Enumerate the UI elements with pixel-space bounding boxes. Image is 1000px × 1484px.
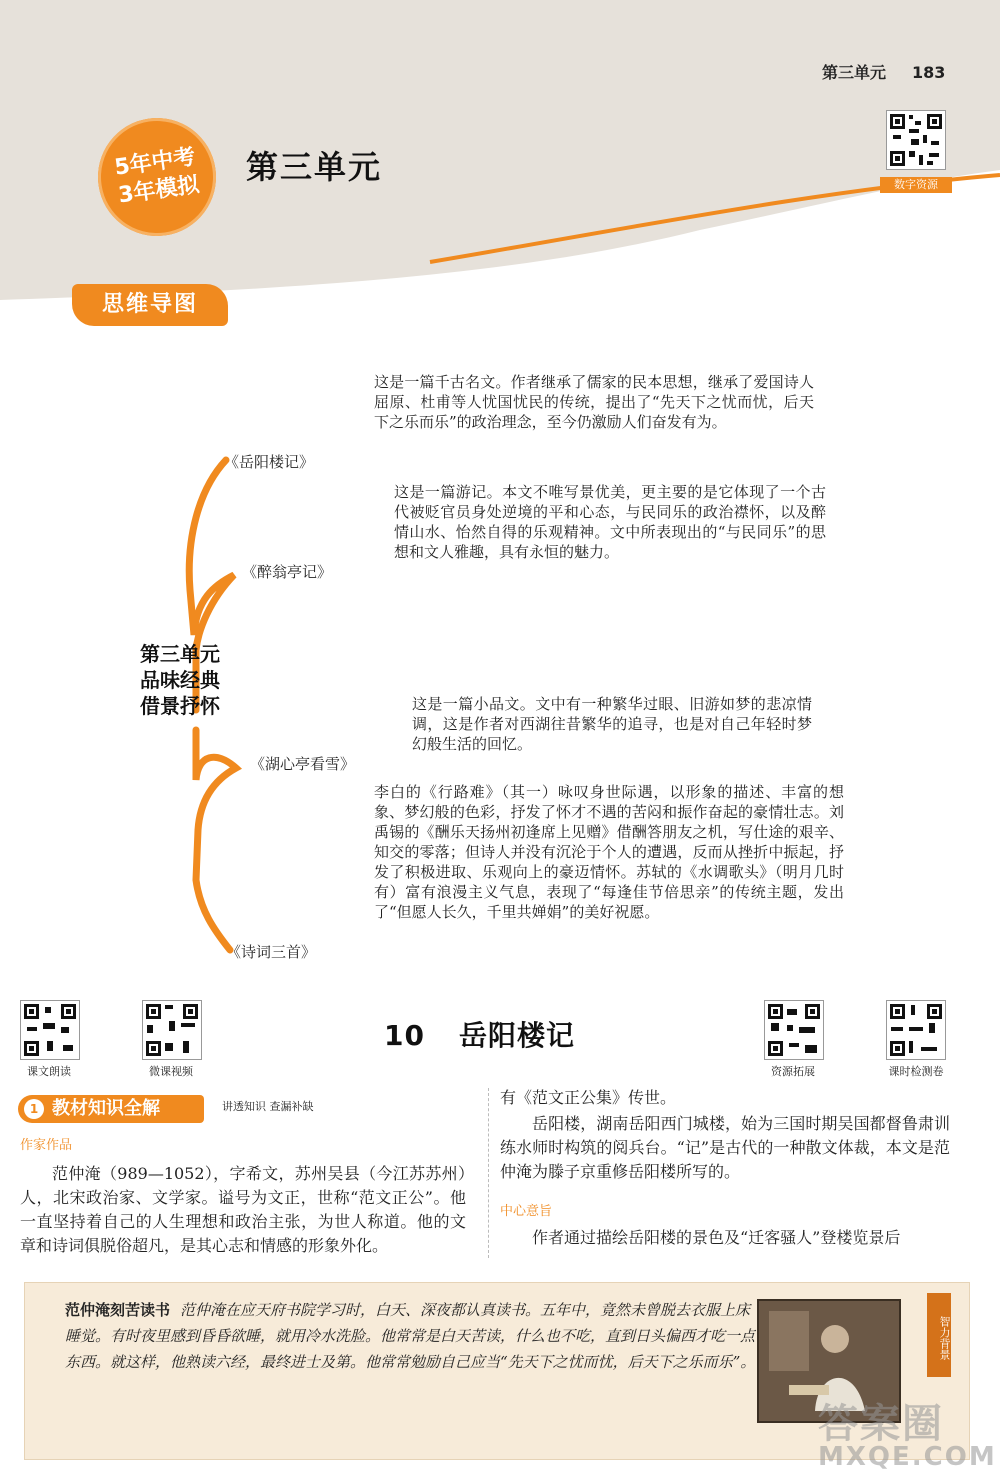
digital-resource-label: 数字资源 bbox=[880, 177, 952, 193]
lesson-name: 岳阳楼记 bbox=[458, 1019, 575, 1052]
story-body: 范仲淹在应天府书院学习时，白天、深夜都认真读书。五年中，竟然未曾脱去衣服上床睡觉。有时夜里感到昏昏欲睡，就用冷水洗脸。他常常是白天苦读，什么也不吃，直到日头偏西才吃一点东西。就这样，他熟读六经，最终进士及第。他常常勉励自己应当“先天下之忧而忧，后天下之乐而乐”。 bbox=[65, 1301, 756, 1371]
lesson-title bbox=[384, 1014, 575, 1054]
qr-label-lesson-test: 课时检测卷 bbox=[888, 1065, 944, 1078]
logo-line2: 3年模拟 bbox=[116, 172, 201, 209]
qr-code-icon bbox=[21, 1001, 79, 1059]
branch-desc-yueyanglou: 这是一篇千古名文。作者继承了儒家的民本思想，继承了爱国诗人屈原、杜甫等人忧国忧民的传统，提出了“先天下之忧而忧，后天下之乐而乐”的政治理念，至今仍激励人们奋发有为。 bbox=[374, 373, 814, 431]
center-line1: 第三单元 bbox=[140, 642, 220, 666]
branch-label-shicisanshou: 《诗词三首》 bbox=[226, 943, 317, 961]
story-text-block bbox=[65, 1297, 765, 1375]
center-line3: 借景抒怀 bbox=[140, 694, 220, 718]
qr-code-icon bbox=[143, 1001, 201, 1059]
branch-label-yueyanglou: 《岳阳楼记》 bbox=[224, 453, 315, 471]
center-line2: 品味经典 bbox=[140, 668, 220, 692]
mindmap-center-node bbox=[140, 641, 220, 719]
branch-desc-huxinting: 这是一篇小品文。文中有一种繁华过眼、旧游如梦的悲凉情调，这是作者对西湖往昔繁华的追寻，也是对自己年轻时梦幻般生活的回忆。 bbox=[412, 695, 812, 753]
theme-paragraph: 作者通过描绘岳阳楼的景色及“迁客骚人”登楼览景后 bbox=[532, 1228, 901, 1247]
lesson-number: 10 bbox=[384, 1019, 425, 1052]
knowledge-tag-label: 教材知识全解 bbox=[52, 1098, 160, 1119]
unit-title: 第三单元 bbox=[246, 148, 383, 186]
story-side-tag: 智力背景 bbox=[927, 1293, 951, 1377]
running-header bbox=[822, 60, 945, 83]
column-divider bbox=[488, 1088, 489, 1258]
qr-label-resource-expand: 资源拓展 bbox=[771, 1065, 815, 1078]
logo-line1: 5年中考 bbox=[112, 144, 197, 181]
branch-desc-zuiwengting: 这是一篇游记。本文不唯写景优美，更主要的是它体现了一个古代被贬官员身处逆境的平和心态，与民同乐的政治襟怀，以及醉情山水、怡然自得的乐观精神。文中所表现出的“与民同乐”的思想和文人雅趣，具有永恒的魅力。 bbox=[394, 483, 826, 561]
qr-code-icon bbox=[887, 111, 945, 169]
watermark-url: MXQE.COM bbox=[818, 1442, 997, 1472]
page-number: 183 bbox=[912, 63, 946, 82]
qr-label-micro-video: 微课视频 bbox=[149, 1065, 193, 1078]
author-paragraph: 范仲淹（989—1052），字希文，苏州吴县（今江苏苏州）人，北宋政治家、文学家。谥号为文正，世称“范文正公”。他一直坚持着自己的人生理想和政治主张，为世人称道。他的文章和诗词俱脱俗超凡，是其心志和情感的形象外化。 bbox=[20, 1164, 466, 1255]
section-number-icon: 1 bbox=[24, 1099, 44, 1119]
branch-desc-shicisanshou: 李白的《行路难》（其一）咏叹身世际遇，以形象的描述、丰富的想象、梦幻般的色彩，抒发了怀才不遇的苦闷和振作奋起的豪情壮志。刘禹锡的《酬乐天扬州初逢席上见赠》借酬答朋友之机，写仕途的艰辛、知交的零落；但诗人并没有沉沦于个人的遭遇，反而从挫折中振起，抒发了积极进取、乐观向上的豪迈情怀。苏轼的《水调歌头》（明月几时有）富有浪漫主义气息，表现了“每逢佳节倍思亲”的传统主题，发出了“但愿人长久，千里共婵娟”的美好祝愿。 bbox=[374, 783, 844, 921]
story-title: 范仲淹刻苦读书 bbox=[65, 1301, 171, 1319]
author-subheading: 作家作品 bbox=[20, 1138, 73, 1153]
qr-micro-video[interactable] bbox=[142, 1000, 202, 1060]
right-paragraph-2: 岳阳楼，湖南岳阳西门城楼，始为三国时期吴国都督鲁肃训练水师时构筑的阅兵台。“记”是古代的一种散文体裁，本文是范仲淹为滕子京重修岳阳楼所写的。 bbox=[500, 1114, 950, 1181]
qr-label-text-reading: 课文朗读 bbox=[27, 1065, 71, 1078]
branch-label-zuiwengting: 《醉翁亭记》 bbox=[242, 563, 333, 581]
qr-resource-expand[interactable] bbox=[764, 1000, 824, 1060]
branch-label-huxinting: 《湖心亭看雪》 bbox=[250, 755, 356, 773]
mindmap-section-tag: 思维导图 bbox=[72, 284, 228, 326]
qr-text-reading[interactable] bbox=[20, 1000, 80, 1060]
knowledge-subtitle: 讲透知识 查漏补缺 bbox=[222, 1100, 314, 1113]
right-paragraph-1: 有《范文正公集》传世。 bbox=[500, 1088, 677, 1107]
qr-lesson-test[interactable] bbox=[886, 1000, 946, 1060]
digital-resource-qr[interactable] bbox=[886, 110, 946, 170]
watermark-brand: 答案圈 bbox=[818, 1401, 944, 1447]
theme-subheading: 中心意旨 bbox=[500, 1204, 553, 1219]
knowledge-section-tag bbox=[18, 1095, 204, 1123]
qr-code-icon bbox=[765, 1001, 823, 1059]
running-unit: 第三单元 bbox=[822, 63, 887, 82]
qr-code-icon bbox=[887, 1001, 945, 1059]
